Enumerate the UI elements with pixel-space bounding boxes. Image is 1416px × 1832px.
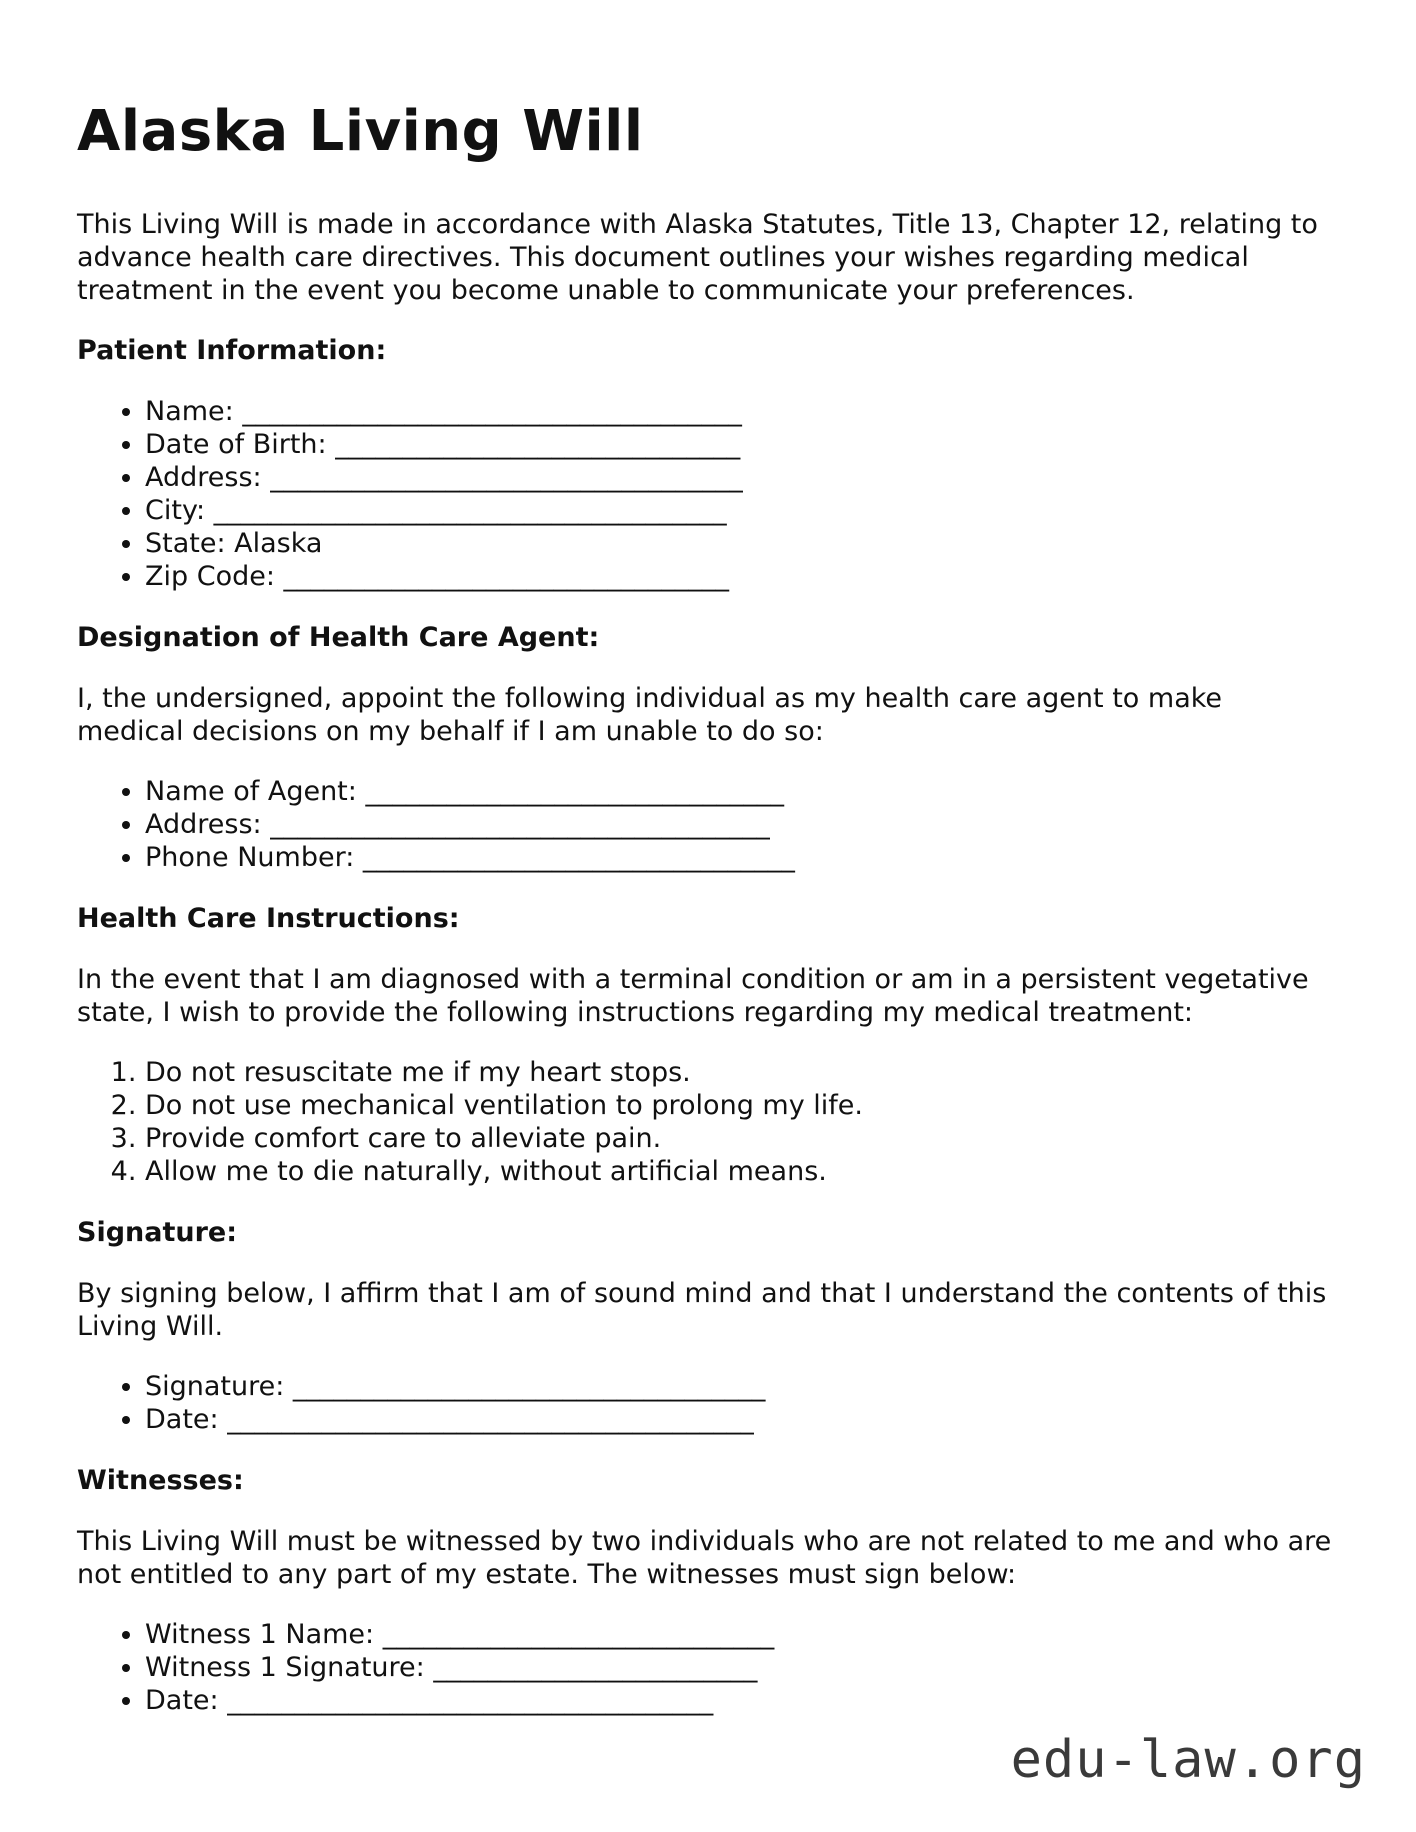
agent-address-field: • Address: _____________________________________: [145, 808, 1337, 841]
instruction-item: 4. Allow me to die naturally, without artificial means.: [145, 1155, 1337, 1188]
watermark: edu-law.org: [1010, 1730, 1366, 1790]
patient-state-field: • State: Alaska: [145, 527, 1337, 560]
signature-field: • Signature: ___________________________________: [145, 1370, 1337, 1403]
intro-paragraph: This Living Will is made in accordance with Alaska Statutes, Title 13, Chapter 12, relating to advance health care directives. This document outlines your wishes regarding medical treatment in the event you become unable to communicate your preferences.: [77, 209, 1318, 306]
patient-dob-field: • Date of Birth: ______________________________: [145, 428, 1337, 461]
witness-1-signature-field: • Witness 1 Signature: ________________________: [145, 1651, 1337, 1684]
witness-date-field: • Date: ____________________________________: [145, 1684, 1337, 1717]
witnesses-paragraph: This Living Will must be witnessed by two individuals who are not related to me and who are not entitled to any part of my estate. The witnesses must sign below:: [77, 1526, 1332, 1590]
document-page: [77, 96, 1337, 1745]
instructions-heading: Health Care Instructions:: [77, 903, 460, 934]
instructions-paragraph: In the event that I am diagnosed with a terminal condition or am in a persistent vegetative state, I wish to provide the following instructions regarding my medical treatment:: [77, 964, 1309, 1028]
signature-list: [77, 1370, 1337, 1436]
agent-name-field: • Name of Agent: _______________________________: [145, 775, 1337, 808]
witness-1-name-field: • Witness 1 Name: _____________________________: [145, 1618, 1337, 1651]
patient-info-list: [77, 395, 1337, 593]
agent-paragraph: I, the undersigned, appoint the following individual as my health care agent to make medical decisions on my behalf if I am unable to do so:: [77, 683, 1223, 747]
witnesses-list: [77, 1618, 1337, 1717]
signature-heading: Signature:: [77, 1217, 238, 1248]
patient-address-field: • Address: ___________________________________: [145, 461, 1337, 494]
witnesses-heading: Witnesses:: [77, 1465, 244, 1496]
agent-heading: Designation of Health Care Agent:: [77, 622, 600, 653]
document-title: Alaska Living Will: [77, 99, 644, 164]
patient-zip-field: • Zip Code: _________________________________: [145, 560, 1337, 593]
signature-paragraph: By signing below, I affirm that I am of sound mind and that I understand the contents of this Living Will.: [77, 1278, 1327, 1342]
agent-list: [77, 775, 1337, 874]
signature-date-field: • Date: _______________________________________: [145, 1403, 1337, 1436]
instruction-item: 2. Do not use mechanical ventilation to prolong my life.: [145, 1089, 1337, 1122]
instruction-item: 1. Do not resuscitate me if my heart stops.: [145, 1056, 1337, 1089]
patient-city-field: • City: ______________________________________: [145, 494, 1337, 527]
instruction-item: 3. Provide comfort care to alleviate pain.: [145, 1122, 1337, 1155]
instructions-list: [77, 1056, 1337, 1188]
patient-info-heading: Patient Information:: [77, 335, 387, 366]
agent-phone-field: • Phone Number: ________________________________: [145, 841, 1337, 874]
patient-name-field: • Name: _____________________________________: [145, 395, 1337, 428]
